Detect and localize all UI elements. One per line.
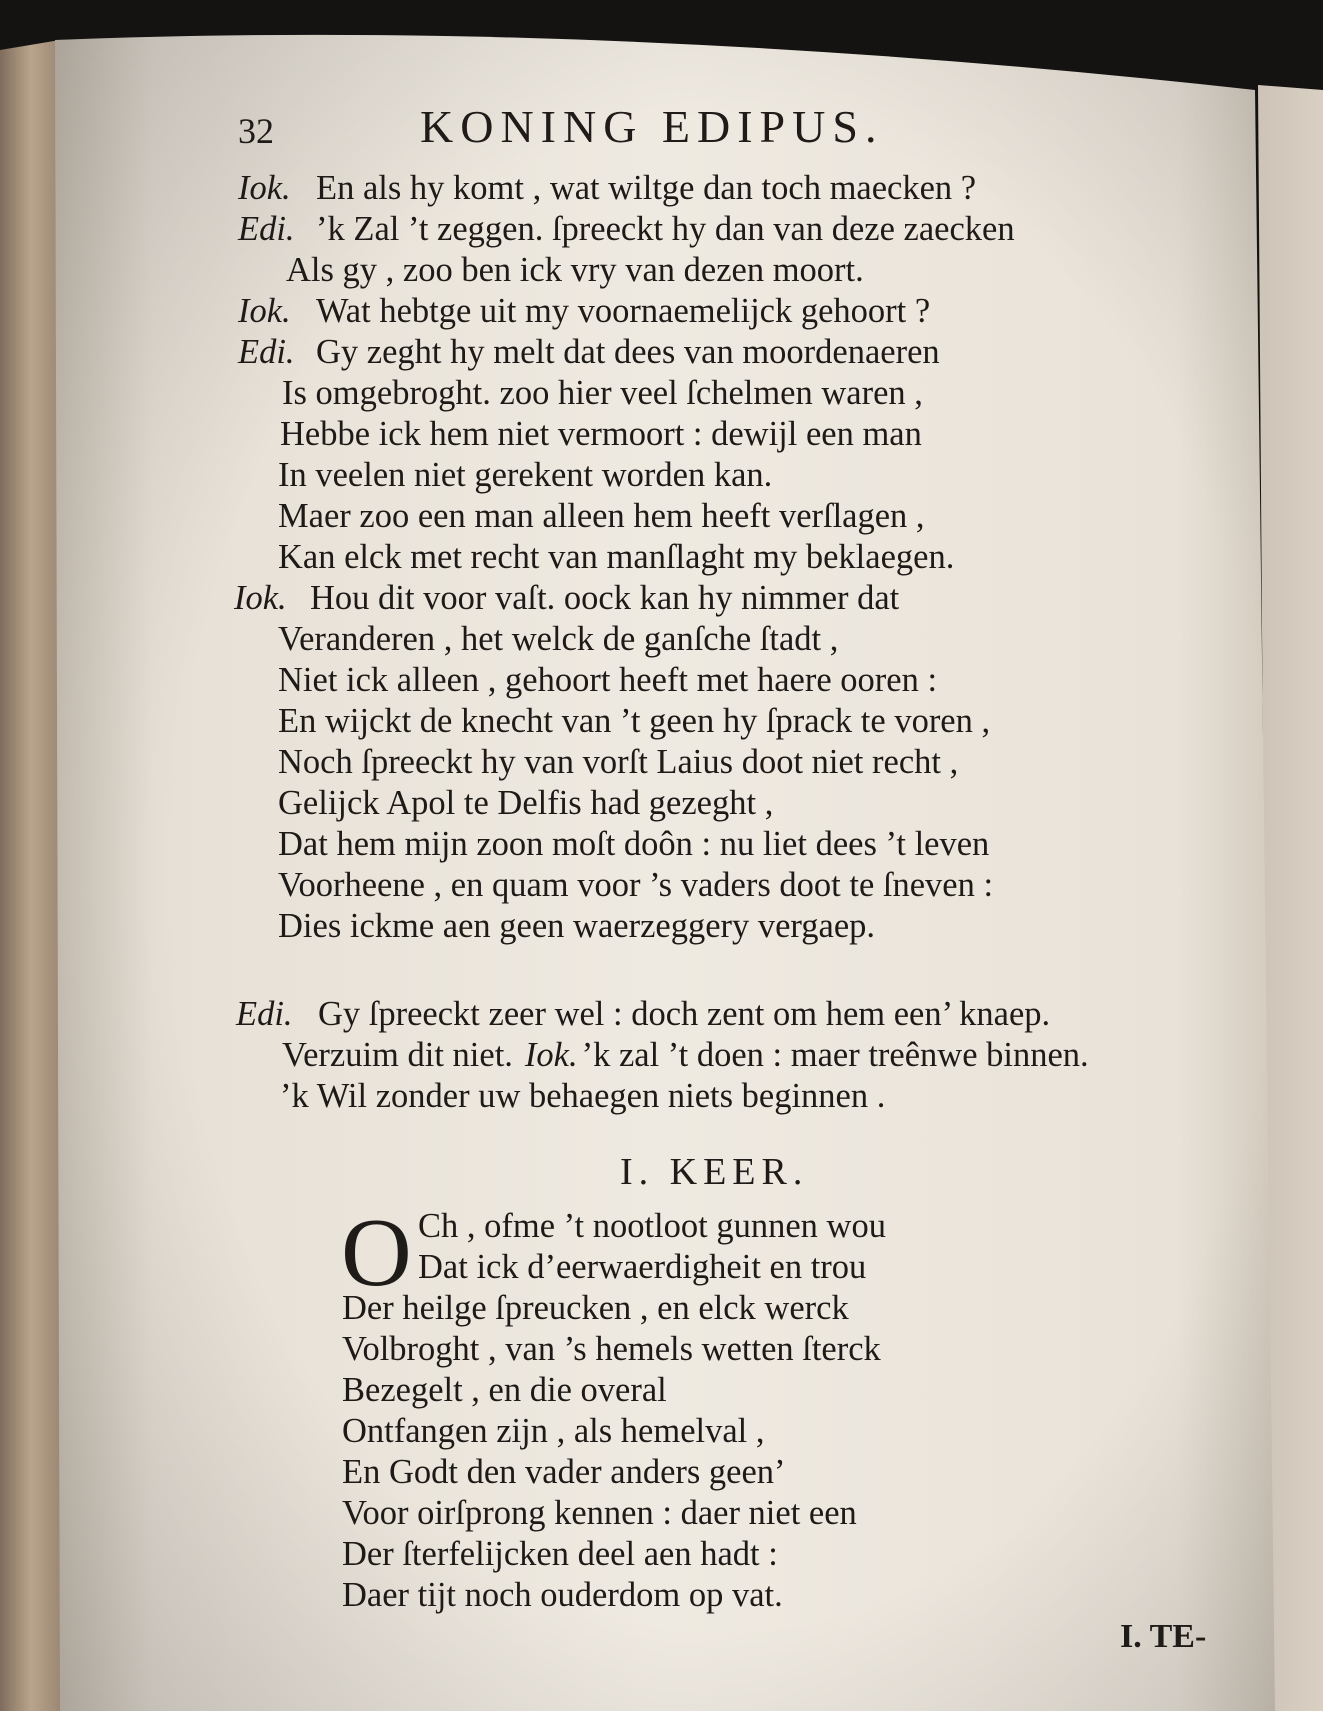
chorus-line: Dat ick d’eerwaerdigheit en trou [418, 1248, 867, 1286]
dialogue-line: Is omgebroght. zoo hier veel ſchelmen waren , [282, 374, 923, 412]
dialogue-line: Veranderen , het welck de ganſche ſtadt , [278, 620, 839, 658]
chorus-line: Ch , ofme ’t nootloot gunnen wou [418, 1207, 886, 1245]
speaker-label: Edi. [238, 210, 295, 248]
speaker-label: Iok. [524, 1036, 578, 1074]
speaker-label: Edi. [238, 333, 295, 371]
chorus-line: Volbroght , van ’s hemels wetten ſterck [342, 1330, 881, 1368]
page-number: 32 [238, 111, 274, 151]
page-header-title: KONING EDIPUS. [420, 101, 884, 152]
dialogue-line: Edi. Gy zeght hy melt dat dees van moordenaeren [238, 333, 940, 371]
chorus-line: Der heilge ſpreucken , en elck werck [342, 1289, 849, 1327]
dialogue-line: Verzuim dit niet. Iok. ’k zal ’t doen : maer treênwe binnen. [282, 1036, 1089, 1074]
dialogue-line: Edi. Gy ſpreeckt zeer wel : doch zent om hem een’ knaep. [236, 995, 1051, 1033]
chorus-line: Voor oirſprong kennen : daer niet een [342, 1494, 857, 1532]
dialogue-line: Als gy , zoo ben ick vry van dezen moort. [286, 251, 864, 289]
dialogue-line: ’k Wil zonder uw behaegen niets beginnen . [280, 1077, 886, 1115]
dialogue-line: Dies ickme aen geen waerzeggery vergaep. [278, 907, 876, 945]
speaker-label: Iok. [238, 169, 291, 207]
dialogue-line: Maer zoo een man alleen hem heeft verſlagen , [278, 497, 925, 535]
dialogue-line: Edi. ’k Zal ’t zeggen. ſpreeckt hy dan van deze zaecken [238, 210, 1015, 248]
speaker-label: Iok. [234, 579, 287, 617]
dialogue-line: Niet ick alleen , gehoort heeft met haere ooren : [278, 661, 938, 699]
chorus-line: Bezegelt , en die overal [342, 1371, 667, 1409]
dialogue-line: Iok. Wat hebtge uit my voornaemelijck gehoort ? [238, 292, 931, 330]
chorus-line: Der ſterfelijcken deel aen hadt : [342, 1535, 778, 1573]
dialogue-line: Gelijck Apol te Delfis had gezeght , [278, 784, 774, 822]
catchword: I. TE- [1120, 1618, 1207, 1655]
chorus-line: En Godt den vader anders geen’ [342, 1453, 786, 1491]
speaker-label: Edi. [236, 995, 293, 1033]
chorus-title: I. KEER. [620, 1151, 809, 1193]
chorus-line: Daer tijt noch ouderdom op vat. [342, 1576, 783, 1614]
dialogue-line: Kan elck met recht van manſlaght my beklaegen. [278, 538, 955, 576]
dialogue-line: Noch ſpreeckt hy van vorſt Laius doot niet recht , [278, 743, 959, 781]
speaker-label: Iok. [238, 292, 291, 330]
dialogue-line: En wijckt de knecht van ’t geen hy ſprack te voren , [278, 702, 991, 740]
dialogue-line: Hebbe ick hem niet vermoort : dewijl een man [280, 415, 922, 453]
chorus-line: Ontfangen zijn , als hemelval , [342, 1412, 765, 1450]
dialogue-line: Voorheene , en quam voor ’s vaders doot te ſneven : [278, 866, 994, 904]
dialogue-line: Iok. Hou dit voor vaſt. oock kan hy nimmer dat [234, 579, 900, 617]
dialogue-line: Dat hem mijn zoon moſt doôn : nu liet dees ’t leven [278, 825, 990, 863]
drop-cap: O [341, 1199, 412, 1307]
dialogue-line: Iok. En als hy komt , wat wiltge dan toch maecken ? [238, 169, 977, 207]
dialogue-line: In veelen niet gerekent worden kan. [278, 456, 773, 494]
